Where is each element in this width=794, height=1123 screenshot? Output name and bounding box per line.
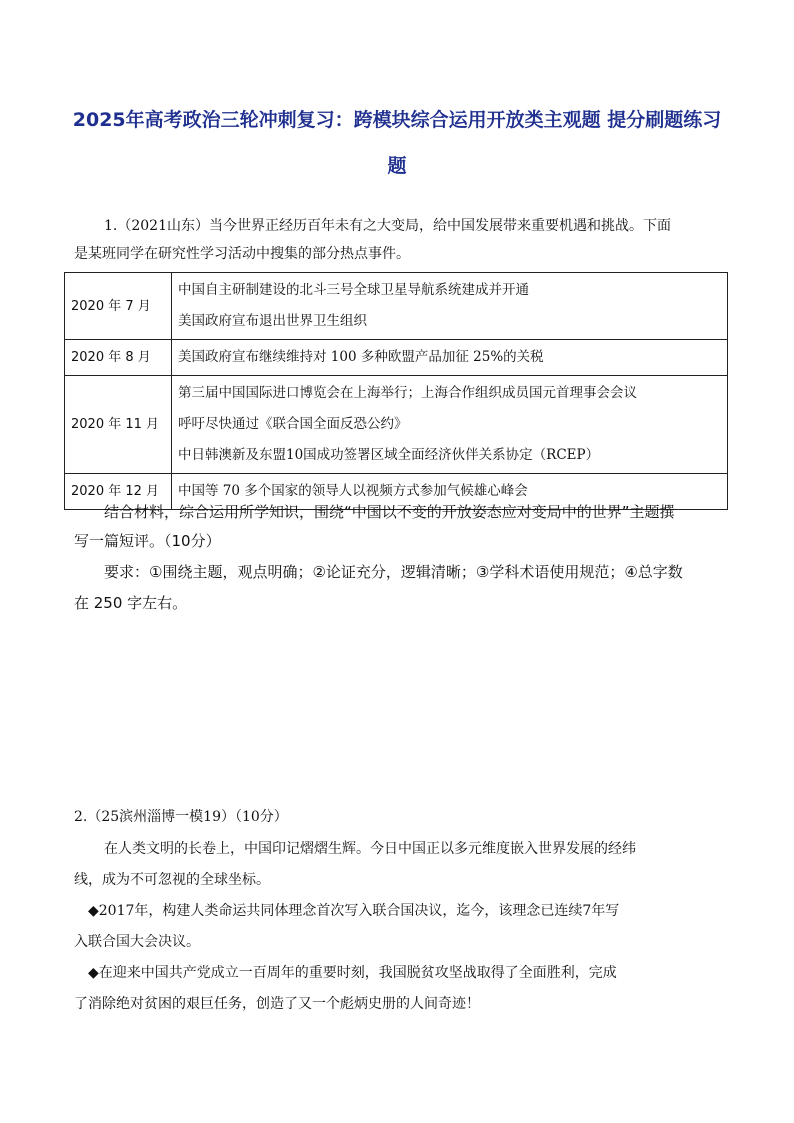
event-items (172, 376, 728, 474)
document-title (60, 97, 734, 189)
event-item: 中国等 70 多个国家的领导人以视频方式参加气候雄心峰会 (178, 483, 528, 499)
q1-requirements-line-2: 在 250 字左右。 (74, 594, 188, 612)
event-date: 2020 年 8 月 (65, 340, 172, 376)
table-row (65, 273, 728, 340)
title-line-2: 题 (387, 155, 407, 177)
q1-intro-line-2: 是某班同学在研究性学习活动中搜集的部分热点事件。 (74, 246, 410, 262)
q1-task-line-2: 写一篇短评。（10分） (74, 532, 221, 550)
q1-intro-line-1: 1.（2021山东）当今世界正经历百年未有之大变局，给中国发展带来重要机遇和挑战。下面 (104, 218, 671, 234)
event-item: 美国政府宣布退出世界卫生组织 (178, 313, 367, 329)
q2-paragraph-3-line-2: 了消除绝对贫困的艰巨任务，创造了又一个彪炳史册的人间奇迹！ (74, 996, 480, 1012)
event-date: 2020 年 11 月 (65, 376, 172, 474)
event-item: 美国政府宣布继续维持对 100 多种欧盟产品加征 25%的关税 (178, 349, 544, 365)
event-item: 中国自主研制建设的北斗三号全球卫星导航系统建成并开通 (178, 282, 529, 298)
table-row (65, 376, 728, 474)
events-table (64, 272, 728, 510)
q2-header: 2.（25滨州淄博一模19）（10分） (74, 809, 288, 825)
q2-paragraph-2-line-1: ◆2017年，构建人类命运共同体理念首次写入联合国决议，迄今，该理念已连续7年写 (88, 903, 620, 919)
q1-requirements-line-1: 要求：①围绕主题，观点明确；②论证充分，逻辑清晰；③学科术语使用规范；④总字数 (104, 563, 683, 581)
q2-paragraph-1-line-1: 在人类文明的长卷上，中国印记熠熠生辉。今日中国正以多元维度嵌入世界发展的经纬 (104, 841, 636, 857)
event-item: 呼吁尽快通过《联合国全面反恐公约》 (178, 416, 408, 432)
event-items (172, 340, 728, 376)
event-item: 中日韩澳新及东盟10国成功签署区域全面经济伙伴关系协定（RCEP） (178, 447, 600, 463)
event-date: 2020 年 7 月 (65, 273, 172, 340)
event-items (172, 273, 728, 340)
q2-paragraph-3-line-1: ◆在迎来中国共产党成立一百周年的重要时刻，我国脱贫攻坚战取得了全面胜利，完成 (88, 965, 617, 981)
table-row (65, 340, 728, 376)
q2-paragraph-1-line-2: 线，成为不可忽视的全球坐标。 (74, 872, 270, 888)
title-line-1: 2025年高考政治三轮冲刺复习：跨模块综合运用开放类主观题 提分刷题练习 (72, 109, 722, 131)
q1-task-line-1: 结合材料，综合运用所学知识，围绕“中国以不变的开放姿态应对变局中的世界”主题撰 (104, 503, 675, 521)
event-date: 2020 年 12 月 (65, 474, 172, 510)
q2-paragraph-2-line-2: 入联合国大会决议。 (74, 934, 200, 950)
event-item: 第三届中国国际进口博览会在上海举行；上海合作组织成员国元首理事会会议 (178, 385, 637, 401)
